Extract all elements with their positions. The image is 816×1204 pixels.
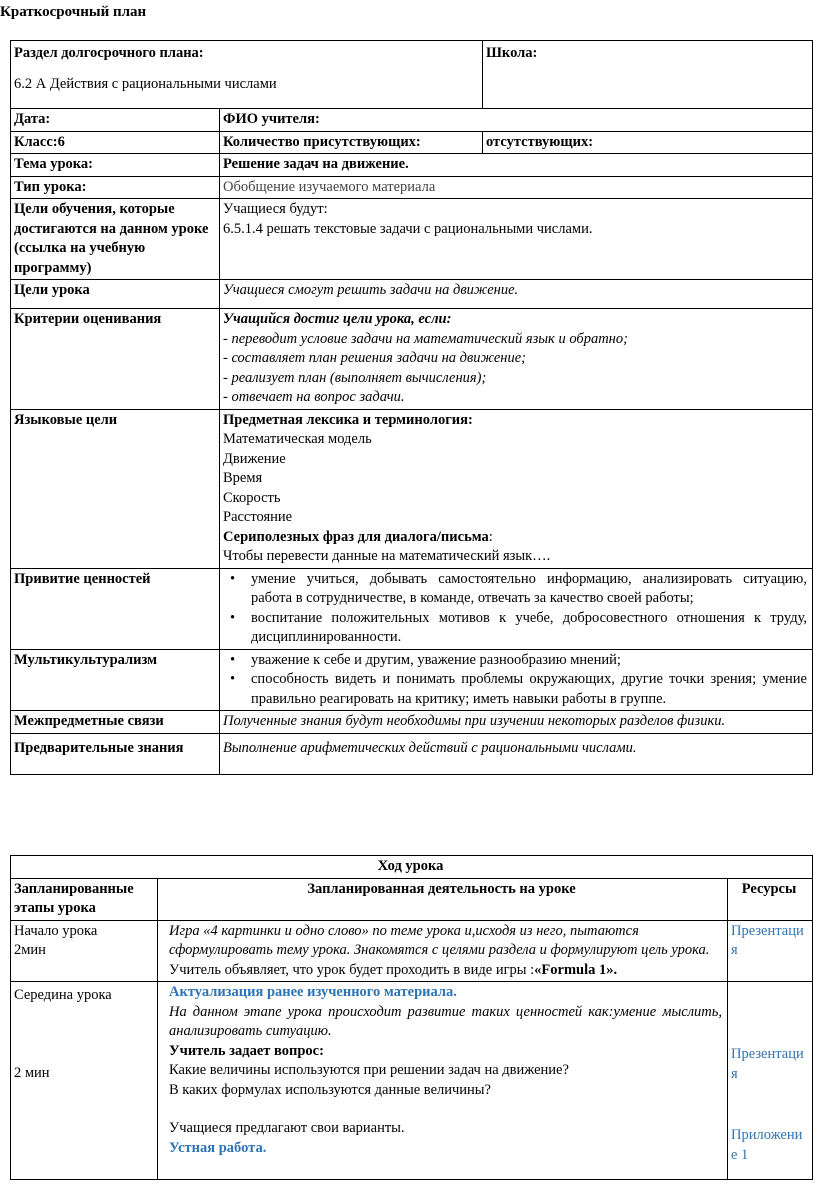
start-time: 2мин	[14, 942, 46, 958]
start-teacher-line	[161, 961, 722, 981]
prior-knowledge-value: Выполнение арифметических действий с рациональными числами.	[220, 733, 813, 774]
lesson-goals-label: Цели урока	[11, 280, 220, 309]
start-game-name: «Formula 1».	[534, 961, 618, 978]
values-list	[223, 570, 807, 648]
learning-goals-objective: 6.5.1.4 решать текстовые задачи с рациональными числами.	[223, 220, 593, 237]
topic-label: Тема урока:	[11, 154, 220, 177]
start-activity-text: Игра «4 картинки и одно слово» по теме урока и,исходя из него, пытаются сформулировать тему урока. Знакомятся с целями раздела и формулируют цель урока.	[169, 922, 710, 958]
interdisciplinary-value: Полученные знания будут необходимы при изучении некоторых разделов физики.	[220, 711, 813, 734]
middle-activity-cell	[158, 982, 728, 1180]
list-item: • воспитание положительных мотивов к учебе, добросовестного отношения к труду, дисциплинированности.	[223, 609, 807, 648]
term: Расстояние	[223, 509, 293, 525]
criteria-heading: Учащийся достиг цели урока, если:	[223, 311, 452, 327]
middle-resource-appendix: Приложение 1	[731, 1127, 803, 1163]
terminology-heading: Предметная лексика и терминология:	[223, 411, 473, 428]
middle-heading: Актуализация ранее изученного материала.	[169, 984, 457, 1000]
middle-resource-presentation: Презентация	[731, 1046, 804, 1082]
interdisciplinary-label: Межпредметные связи	[11, 711, 220, 734]
multicultural-cell	[220, 649, 813, 711]
lesson-type-value: Обобщение изучаемого материала	[220, 176, 813, 199]
values-label: Привитие ценностей	[11, 568, 220, 649]
oral-work: Устная работа.	[169, 1139, 267, 1156]
start-stage-cell	[11, 920, 158, 982]
document-title: Краткосрочный план	[0, 4, 147, 20]
criteria-item: - реализует план (выполняет вычисления);	[223, 369, 487, 386]
phrase: Чтобы перевести данные на математический язык….	[223, 548, 551, 564]
phrases-heading: Сериполезных фраз для диалога/письма	[223, 528, 489, 545]
criteria-label: Критерии оценивания	[11, 309, 220, 410]
learning-goals-label: Цели обучения, которые достигаются на данном уроке (ссылка на учебную программу)	[11, 199, 220, 280]
criteria-item: - переводит условие задачи на математический язык и обратно;	[223, 330, 628, 347]
lesson-flow-title: Ход урока	[11, 856, 813, 879]
phrases-heading-line	[223, 528, 807, 548]
language-goals-label: Языковые цели	[11, 409, 220, 568]
section-value: 6.2 А Действия с рациональными числами	[14, 75, 277, 92]
middle-stage-cell	[11, 982, 158, 1180]
language-goals-cell	[220, 409, 813, 568]
middle-time: 2 мин	[14, 1064, 50, 1081]
start-stage: Начало урока	[14, 922, 98, 939]
lesson-type-label: Тип урока:	[11, 176, 220, 199]
lesson-plan-header-table	[10, 40, 813, 775]
middle-stage: Середина урока	[14, 987, 112, 1003]
start-activity-cell	[158, 920, 728, 982]
teacher-label: ФИО учителя:	[220, 109, 813, 132]
lesson-goals-value: Учащиеся смогут решить задачи на движение.	[220, 280, 813, 309]
section-cell	[11, 41, 483, 109]
term: Время	[223, 470, 263, 486]
learning-goals-intro: Учащиеся будут:	[223, 201, 328, 217]
col-stages-header: Запланированные этапы урока	[11, 878, 158, 920]
list-item: • умение учиться, добывать самостоятельно информацию, анализировать ситуацию, работа в сотрудничестве, в команде, отвечать за качество своей работы;	[223, 570, 807, 609]
date-label: Дата:	[11, 109, 220, 132]
prior-knowledge-label: Предварительные знания	[11, 733, 220, 774]
list-item: • уважение к себе и другим, уважение разнообразию мнений;	[223, 651, 807, 671]
multicultural-label: Мультикультурализм	[11, 649, 220, 711]
term: Движение	[223, 450, 286, 467]
students-answer: Учащиеся предлагают свои варианты.	[169, 1120, 405, 1136]
col-resources-header: Ресурсы	[728, 878, 813, 920]
absent-label: отсутствующих:	[483, 131, 813, 154]
middle-resources-cell	[728, 982, 813, 1180]
present-label: Количество присутствующих:	[220, 131, 483, 154]
term: Математическая модель	[223, 431, 372, 447]
start-resource: Презентация	[728, 920, 813, 982]
topic-value: Решение задач на движение.	[220, 154, 813, 177]
question-heading: Учитель задает вопрос:	[169, 1042, 324, 1059]
list-item: • способность видеть и понимать проблемы окружающих, другие точки зрения; умение правильно реагировать на критику; иметь навыки работы в группе.	[223, 670, 807, 709]
class-label: Класс:6	[11, 131, 220, 154]
multicultural-list	[223, 651, 807, 710]
question: В каких формулах используются данные величины?	[169, 1081, 491, 1098]
school-label: Школа:	[486, 45, 538, 61]
col-activity-header: Запланированная деятельность на уроке	[158, 878, 728, 920]
values-cell	[220, 568, 813, 649]
phrases-colon: :	[488, 528, 493, 545]
criteria-item: - отвечает на вопрос задачи.	[223, 389, 405, 405]
learning-goals-cell	[220, 199, 813, 280]
lesson-flow-table	[10, 855, 813, 1180]
term: Скорость	[223, 489, 281, 506]
middle-text: На данном этапе урока происходит развитие таких ценностей как:умение мыслить, анализировать ситуацию.	[169, 1003, 722, 1039]
school-cell	[483, 41, 813, 109]
section-label: Раздел долгосрочного плана:	[14, 45, 204, 61]
start-teacher-text: Учитель объявляет, что урок будет проходить в виде игры :	[169, 961, 535, 978]
criteria-cell	[220, 309, 813, 410]
criteria-item: - составляет план решения задачи на движение;	[223, 350, 526, 366]
question: Какие величины используются при решении задач на движение?	[169, 1062, 569, 1078]
